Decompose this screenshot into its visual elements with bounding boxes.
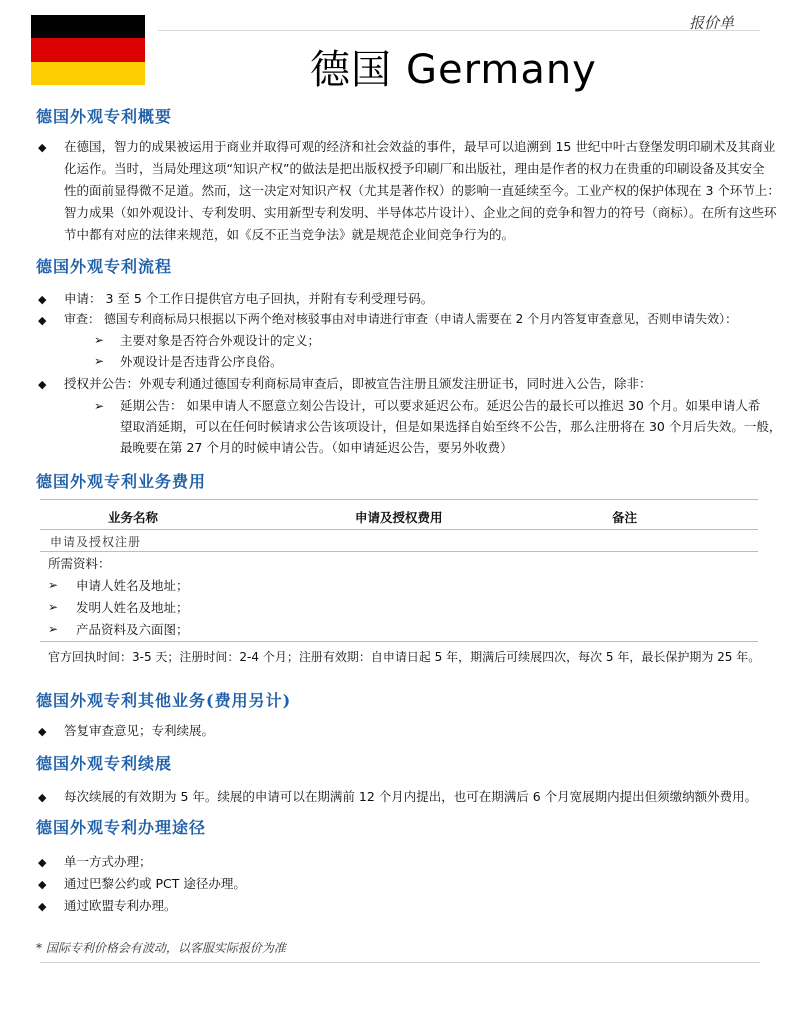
defer-line: 最晚要在第 27 个月的时候申请公告。（如申请延迟公告，要另外收费） bbox=[120, 440, 513, 455]
page-title-cn: 德国 bbox=[310, 47, 392, 93]
footer-divider bbox=[40, 962, 760, 963]
section-title-routes: 德国外观专利办理途径 bbox=[36, 818, 207, 837]
arrow-icon: ➢ bbox=[94, 354, 105, 368]
quote-label: 报价单 bbox=[688, 14, 734, 32]
bullet-icon: ◆ bbox=[38, 141, 47, 154]
bullet-icon: ◆ bbox=[38, 791, 47, 804]
overview-line: 智力成果（如外观设计、专利发明、实用新型专利发明、半导体芯片设计）、企业之间的竞争和智力的符号（商标）。在所有这些环 bbox=[64, 205, 777, 220]
page-title bbox=[310, 38, 597, 95]
arrow-icon: ➢ bbox=[94, 333, 105, 347]
table-header-note: 备注 bbox=[612, 510, 638, 525]
review-item: 外观设计是否违背公序良俗。 bbox=[120, 354, 283, 369]
required-item: 产品资料及六面图； bbox=[76, 622, 189, 637]
required-item: 申请人姓名及地址； bbox=[76, 578, 189, 593]
table-rule-bottom bbox=[40, 641, 758, 642]
arrow-icon: ➢ bbox=[48, 600, 59, 614]
process-review: 审查： 德国专利商标局只根据以下两个绝对核驳事由对申请进行审查（申请人需要在 2 个月内答复审查意见，否则申请失效）： bbox=[64, 312, 738, 326]
process-apply: 申请： 3 至 5 个工作日提供官方电子回执，并附有专利受理号码。 bbox=[64, 291, 434, 306]
flag-stripe-black bbox=[31, 15, 145, 38]
bullet-icon: ◆ bbox=[38, 725, 47, 738]
section-title-process: 德国外观专利流程 bbox=[36, 257, 173, 276]
section-title-overview: 德国外观专利概要 bbox=[36, 107, 173, 126]
process-grant: 授权并公告：外观专利通过德国专利商标局审查后，即被宣告注册且颁发注册证书，同时进入公告，除非： bbox=[64, 376, 652, 391]
route-item: 单一方式办理； bbox=[64, 854, 152, 869]
review-item: 主要对象是否符合外观设计的定义； bbox=[120, 333, 321, 348]
renewal-item: 每次续展的有效期为 5 年。续展的申请可以在期满前 12 个月内提出，也可在期满后 6 个月宽展期内提出但须缴纳额外费用。 bbox=[64, 789, 758, 804]
bullet-icon: ◆ bbox=[38, 314, 47, 327]
table-header-fee: 申请及授权费用 bbox=[355, 510, 443, 525]
required-label: 所需资料： bbox=[48, 556, 111, 571]
overview-line: 节中都有对应的法律来规范，如《反不正当竞争法》就是规范企业间竞争行为的。 bbox=[64, 227, 515, 242]
overview-line: 性的面前显得微不足道。然而，这一决定对知识产权（尤其是著作权）的影响一直延续至今。工业产权的保护体现在 3 个环节上： bbox=[64, 183, 780, 198]
table-rule-header bbox=[40, 529, 758, 530]
route-item: 通过巴黎公约或 PCT 途径办理。 bbox=[64, 876, 246, 891]
overview-line: 在德国，智力的成果被运用于商业并取得可观的经济和社会效益的事件，最早可以追溯到 15 世纪中叶古登堡发明印刷术及其商业 bbox=[64, 139, 776, 154]
route-item: 通过欧盟专利办理。 bbox=[64, 898, 177, 913]
overview-line: 化运作。当时，当局处理这项“知识产权”的做法是把出版权授予印刷厂和出版社，理由是作者的权力在贵重的印刷设备及其安全 bbox=[64, 161, 765, 176]
table-header-name: 业务名称 bbox=[108, 510, 159, 525]
bullet-icon: ◆ bbox=[38, 878, 47, 891]
table-row-label: 申请及授权注册 bbox=[50, 535, 142, 549]
flag-stripe-gold bbox=[31, 62, 145, 85]
defer-line: 延期公告： 如果申请人不愿意立刻公告设计，可以要求延迟公布。延迟公告的最长可以推迟 30 个月。如果申请人希 bbox=[120, 398, 761, 413]
bullet-icon: ◆ bbox=[38, 900, 47, 913]
required-item: 发明人姓名及地址； bbox=[76, 600, 189, 615]
bullet-icon: ◆ bbox=[38, 293, 47, 306]
arrow-icon: ➢ bbox=[48, 622, 59, 636]
timeline-text: 官方回执时间：3-5 天；注册时间：2-4 个月；注册有效期：自申请日起 5 年，期满后可续展四次，每次 5 年，最长保护期为 25 年。 bbox=[48, 650, 761, 664]
table-rule-row bbox=[40, 551, 758, 552]
footnote: * 国际专利价格会有波动，以客服实际报价为准 bbox=[36, 941, 286, 955]
arrow-icon: ➢ bbox=[48, 578, 59, 592]
bullet-icon: ◆ bbox=[38, 378, 47, 391]
section-title-fees: 德国外观专利业务费用 bbox=[36, 472, 207, 491]
section-title-renewal: 德国外观专利续展 bbox=[36, 754, 173, 773]
flag-stripe-red bbox=[31, 38, 145, 61]
arrow-icon: ➢ bbox=[94, 399, 105, 413]
table-rule-top bbox=[40, 499, 758, 500]
section-title-other: 德国外观专利其他业务(费用另计) bbox=[36, 691, 292, 710]
defer-line: 望取消延期，可以在任何时候请求公告该项设计，但是如果选择自始至终不公告，那么注册将在 30 个月后失效。一般， bbox=[120, 419, 782, 434]
header-divider bbox=[158, 30, 760, 31]
germany-flag-icon bbox=[31, 15, 145, 85]
bullet-icon: ◆ bbox=[38, 856, 47, 869]
page-title-en: Germany bbox=[406, 47, 597, 93]
other-item: 答复审查意见；专利续展。 bbox=[64, 723, 215, 738]
